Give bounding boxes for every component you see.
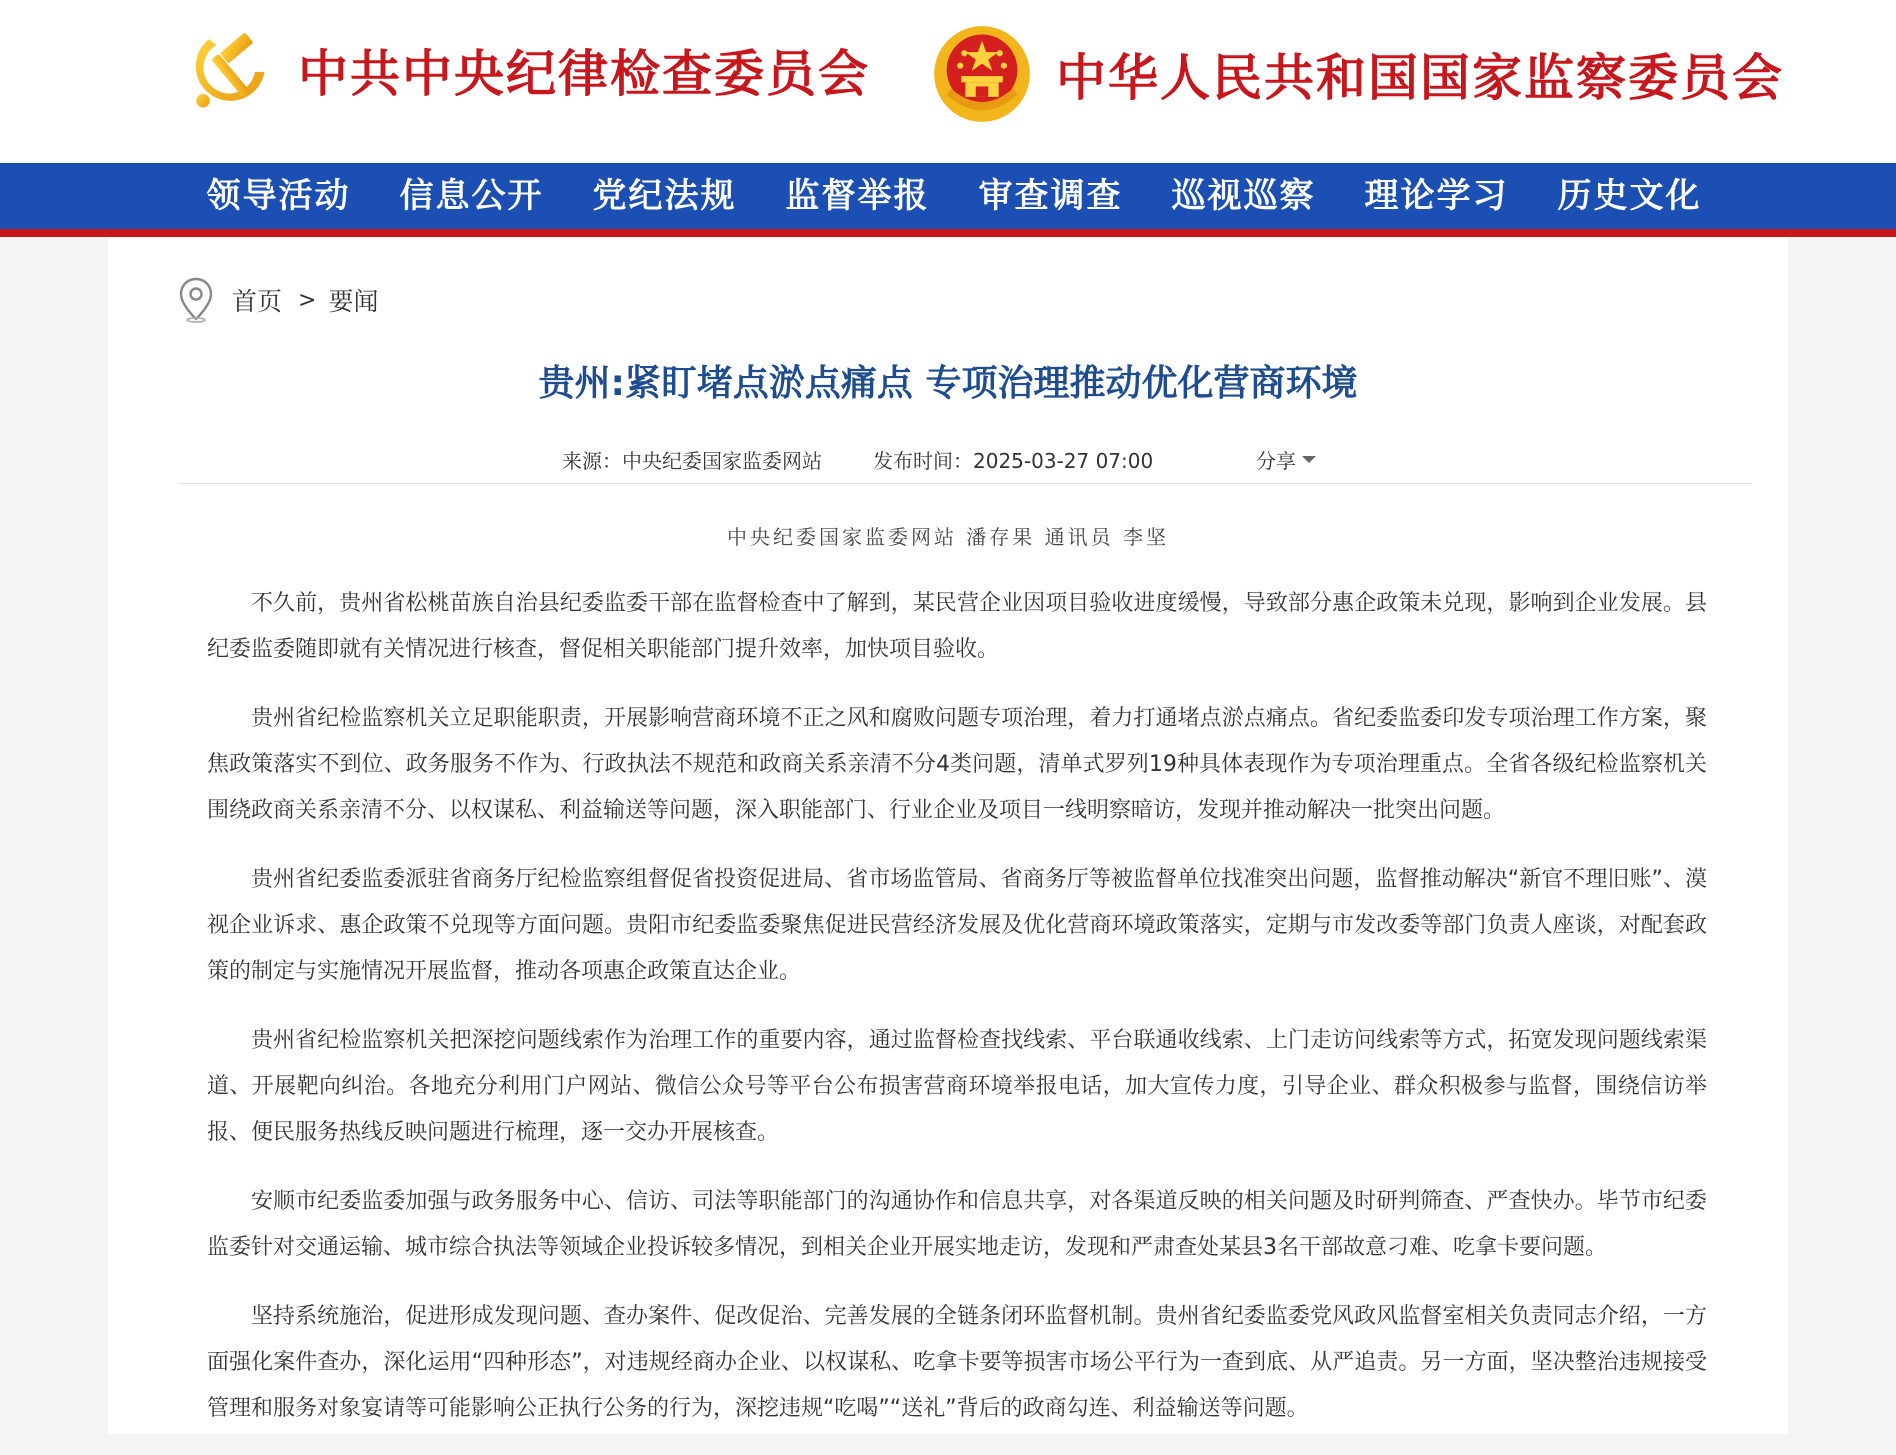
- article-meta: [108, 445, 1788, 481]
- article-container: [108, 237, 1788, 1434]
- meta-divider: [178, 483, 1752, 484]
- chevron-down-icon: [1302, 456, 1316, 463]
- article-paragraph: 不久前，贵州省松桃苗族自治县纪委监委干部在监督检查中了解到，某民营企业因项目验收进度缓慢，导致部分惠企政策未兑现，影响到企业发展。县纪委监委随即就有关情况进行核查，督促相关职能部门提升效率，加快项目验收。: [207, 591, 1707, 662]
- article-paragraph: 安顺市纪委监委加强与政务服务中心、信访、司法等职能部门的沟通协作和信息共享，对各渠道反映的相关问题及时研判筛查、严查快办。毕节市纪委监委针对交通运输、城市综合执法等领域企业投诉较多情况，到相关企业开展实地走访，发现和严肃查处某县3名干部故意刁难、吃拿卡要问题。: [207, 1189, 1707, 1260]
- ccdi-logo[interactable]: [180, 22, 870, 118]
- nav-item-party-regulations[interactable]: 党纪法规: [592, 176, 737, 216]
- article-publish-time: 发布时间：2025-03-27 07:00: [873, 449, 1154, 473]
- nav-item-history-culture[interactable]: 历史文化: [1557, 176, 1702, 216]
- article-source: 来源：中央纪委国家监委网站: [562, 449, 822, 473]
- breadcrumb-separator: >: [298, 287, 317, 313]
- article-paragraph: 坚持系统施治，促进形成发现问题、查办案件、促改促治、完善发展的全链条闭环监督机制。贵州省纪委监委党风政风监督室相关负责同志介绍，一方面强化案件查办，深化运用“四种形态”，对违规经商办企业、以权谋私、吃拿卡要等损害市场公平行为一查到底、从严追责。另一方面，坚决整治违规接受管理和服务对象宴请等可能影响公正执行公务的行为，深挖违规“吃喝”“送礼”背后的政商勾连、利益输送等问题。: [207, 1304, 1707, 1421]
- national-emblem-icon: [930, 22, 1034, 126]
- nav-item-inspection[interactable]: 巡视巡察: [1171, 176, 1316, 216]
- nav-item-investigation[interactable]: 审查调查: [978, 176, 1123, 216]
- share-button[interactable]: [1256, 445, 1316, 474]
- main-nav: [0, 163, 1896, 237]
- article-paragraph: 贵州省纪委监委派驻省商务厅纪检监察组督促省投资促进局、省市场监管局、省商务厅等被监督单位找准突出问题，监督推动解决“新官不理旧账”、漠视企业诉求、惠企政策不兑现等方面问题。贵阳市纪委监委聚焦促进民营经济发展及优化营商环境政策落实，定期与市发改委等部门负责人座谈，对配套政策的制定与实施情况开展监督，推动各项惠企政策直达企业。: [207, 867, 1707, 984]
- article-byline: 中央纪委国家监委网站 潘存果 通讯员 李坚: [726, 525, 1170, 549]
- breadcrumb-current[interactable]: 要闻: [328, 287, 379, 316]
- nav-item-theory-study[interactable]: 理论学习: [1364, 176, 1509, 216]
- nsc-name: 中华人民共和国国家监察委员会: [1056, 48, 1784, 107]
- site-header: [0, 0, 1896, 163]
- nav-item-leadership[interactable]: 领导活动: [206, 176, 351, 216]
- breadcrumb-home[interactable]: 首页: [232, 287, 283, 316]
- hammer-sickle-icon: [180, 22, 276, 118]
- article-paragraph: 贵州省纪检监察机关把深挖问题线索作为治理工作的重要内容，通过监督检查找线索、平台联通收线索、上门走访问线索等方式，拓宽发现问题线索渠道、开展靶向纠治。各地充分利用门户网站、微信公众号等平台公布损害营商环境举报电话，加大宣传力度，引导企业、群众积极参与监督，围绕信访举报、便民服务热线反映问题进行梳理，逐一交办开展核查。: [207, 1028, 1707, 1145]
- share-label: 分享: [1256, 449, 1296, 473]
- breadcrumb: [178, 277, 378, 323]
- ccdi-name: 中共中央纪律检查委员会: [298, 44, 870, 103]
- nsc-logo[interactable]: [930, 22, 1784, 126]
- article-paragraph: 贵州省纪检监察机关立足职能职责，开展影响营商环境不正之风和腐败问题专项治理，着力打通堵点淤点痛点。省纪委监委印发专项治理工作方案，聚焦政策落实不到位、政务服务不作为、行政执法不规范和政商关系亲清不分4类问题，清单式罗列19种具体表现作为专项治理重点。全省各级纪检监察机关围绕政商关系亲清不分、以权谋私、利益输送等问题，深入职能部门、行业企业及项目一线明察暗访，发现并推动解决一批突出问题。: [207, 706, 1707, 823]
- article-title: 贵州:紧盯堵点淤点痛点 专项治理推动优化营商环境: [538, 363, 1358, 404]
- article-body: [207, 581, 1707, 1455]
- nav-item-info-disclosure[interactable]: 信息公开: [399, 176, 544, 216]
- location-pin-icon: [178, 277, 214, 323]
- nav-item-supervision-report[interactable]: 监督举报: [785, 176, 930, 216]
